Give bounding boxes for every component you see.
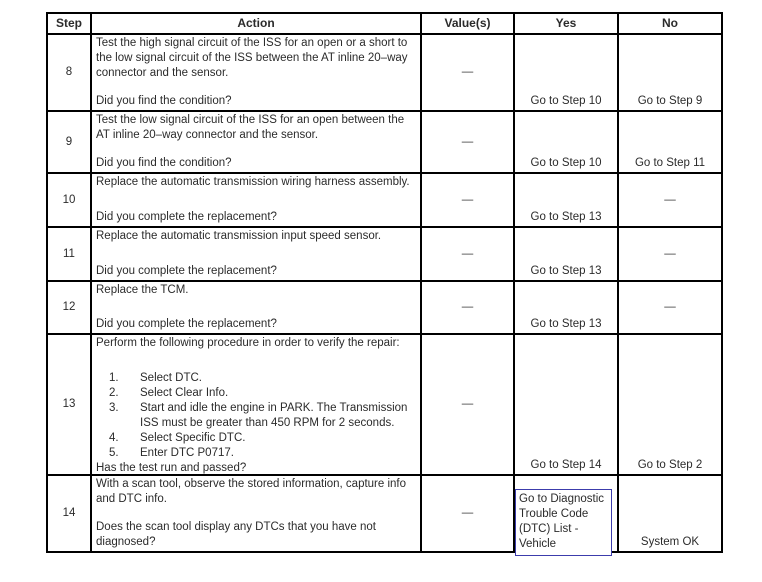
step-cell: 9 <box>48 112 92 174</box>
col-header-action: Action <box>92 14 422 35</box>
no-cell: Go to Step 2 <box>619 335 723 476</box>
value-cell: — <box>422 112 515 174</box>
yes-cell <box>515 476 619 553</box>
yes-cell: Go to Step 10 <box>515 112 619 174</box>
action-cell <box>92 35 422 112</box>
col-header-yes: Yes <box>515 14 619 35</box>
list-item-number: 2. <box>109 387 119 399</box>
list-item <box>109 386 416 401</box>
question-text: Did you find the condition? <box>96 157 232 169</box>
action-text: Test the high signal circuit of the ISS for an open or a short to the low signal circuit of the ISS between the AT inline 20–way connector and the sensor. <box>96 37 408 79</box>
action-cell <box>92 282 422 335</box>
step-cell: 10 <box>48 174 92 228</box>
action-text: With a scan tool, observe the stored information, capture info and DTC info. <box>96 478 407 505</box>
value-cell: — <box>422 335 515 476</box>
action-text: Perform the following procedure in order to verify the repair: <box>96 337 400 349</box>
step-cell: 13 <box>48 335 92 476</box>
list-item-number: 3. <box>109 402 119 414</box>
list-item-text: Enter DTC P0717. <box>140 447 234 459</box>
action-text: Replace the TCM. <box>96 284 189 296</box>
list-item-number: 4. <box>109 432 119 444</box>
action-text: Test the low signal circuit of the ISS for an open between the AT inline 20–way connector and the sensor. <box>96 114 405 141</box>
action-cell <box>92 476 422 553</box>
value-cell: — <box>422 174 515 228</box>
no-cell: — <box>619 174 723 228</box>
action-cell <box>92 335 422 476</box>
action-cell <box>92 228 422 282</box>
step-cell: 11 <box>48 228 92 282</box>
value-cell: — <box>422 476 515 553</box>
procedure-list <box>109 371 416 461</box>
question-text: Did you find the condition? <box>96 95 232 107</box>
yes-cell: Go to Step 10 <box>515 35 619 112</box>
yes-cell: Go to Step 13 <box>515 282 619 335</box>
list-item-text: Start and idle the engine in PARK. The Transmission ISS must be greater than 450 RPM for 2 seconds. <box>140 402 408 429</box>
action-block <box>96 336 416 461</box>
no-cell: System OK <box>619 476 723 553</box>
list-item-number: 1. <box>109 372 119 384</box>
list-item-text: Select Clear Info. <box>140 387 229 399</box>
question-text: Has the test run and passed? <box>96 462 247 474</box>
question-text: Does the scan tool display any DTCs that you have not diagnosed? <box>96 521 376 548</box>
list-item <box>109 371 416 386</box>
step-cell: 8 <box>48 35 92 112</box>
action-text: Replace the automatic transmission wiring harness assembly. <box>96 176 410 188</box>
action-cell <box>92 112 422 174</box>
col-header-values: Value(s) <box>422 14 515 35</box>
list-item <box>109 446 416 461</box>
list-item <box>109 431 416 446</box>
step-cell: 14 <box>48 476 92 553</box>
action-cell <box>92 174 422 228</box>
list-item-text: Select Specific DTC. <box>140 432 246 444</box>
value-cell: — <box>422 35 515 112</box>
list-item <box>109 401 416 431</box>
value-cell: — <box>422 228 515 282</box>
question-text: Did you complete the replacement? <box>96 318 277 330</box>
question-text: Did you complete the replacement? <box>96 211 277 223</box>
col-header-step: Step <box>48 14 92 35</box>
action-text: Replace the automatic transmission input speed sensor. <box>96 230 382 242</box>
value-cell: — <box>422 282 515 335</box>
question-text: Did you complete the replacement? <box>96 265 277 277</box>
yes-cell: Go to Step 13 <box>515 174 619 228</box>
yes-cell: Go to Step 13 <box>515 228 619 282</box>
no-cell: — <box>619 228 723 282</box>
diagnostic-table <box>46 12 723 553</box>
list-item-number: 5. <box>109 447 119 459</box>
no-cell: — <box>619 282 723 335</box>
dtc-list-link[interactable]: Go to Diagnostic Trouble Code (DTC) List - Vehicle <box>515 489 612 556</box>
list-item-text: Select DTC. <box>140 372 202 384</box>
col-header-no: No <box>619 14 723 35</box>
step-cell: 12 <box>48 282 92 335</box>
yes-cell: Go to Step 14 <box>515 335 619 476</box>
no-cell: Go to Step 9 <box>619 35 723 112</box>
no-cell: Go to Step 11 <box>619 112 723 174</box>
